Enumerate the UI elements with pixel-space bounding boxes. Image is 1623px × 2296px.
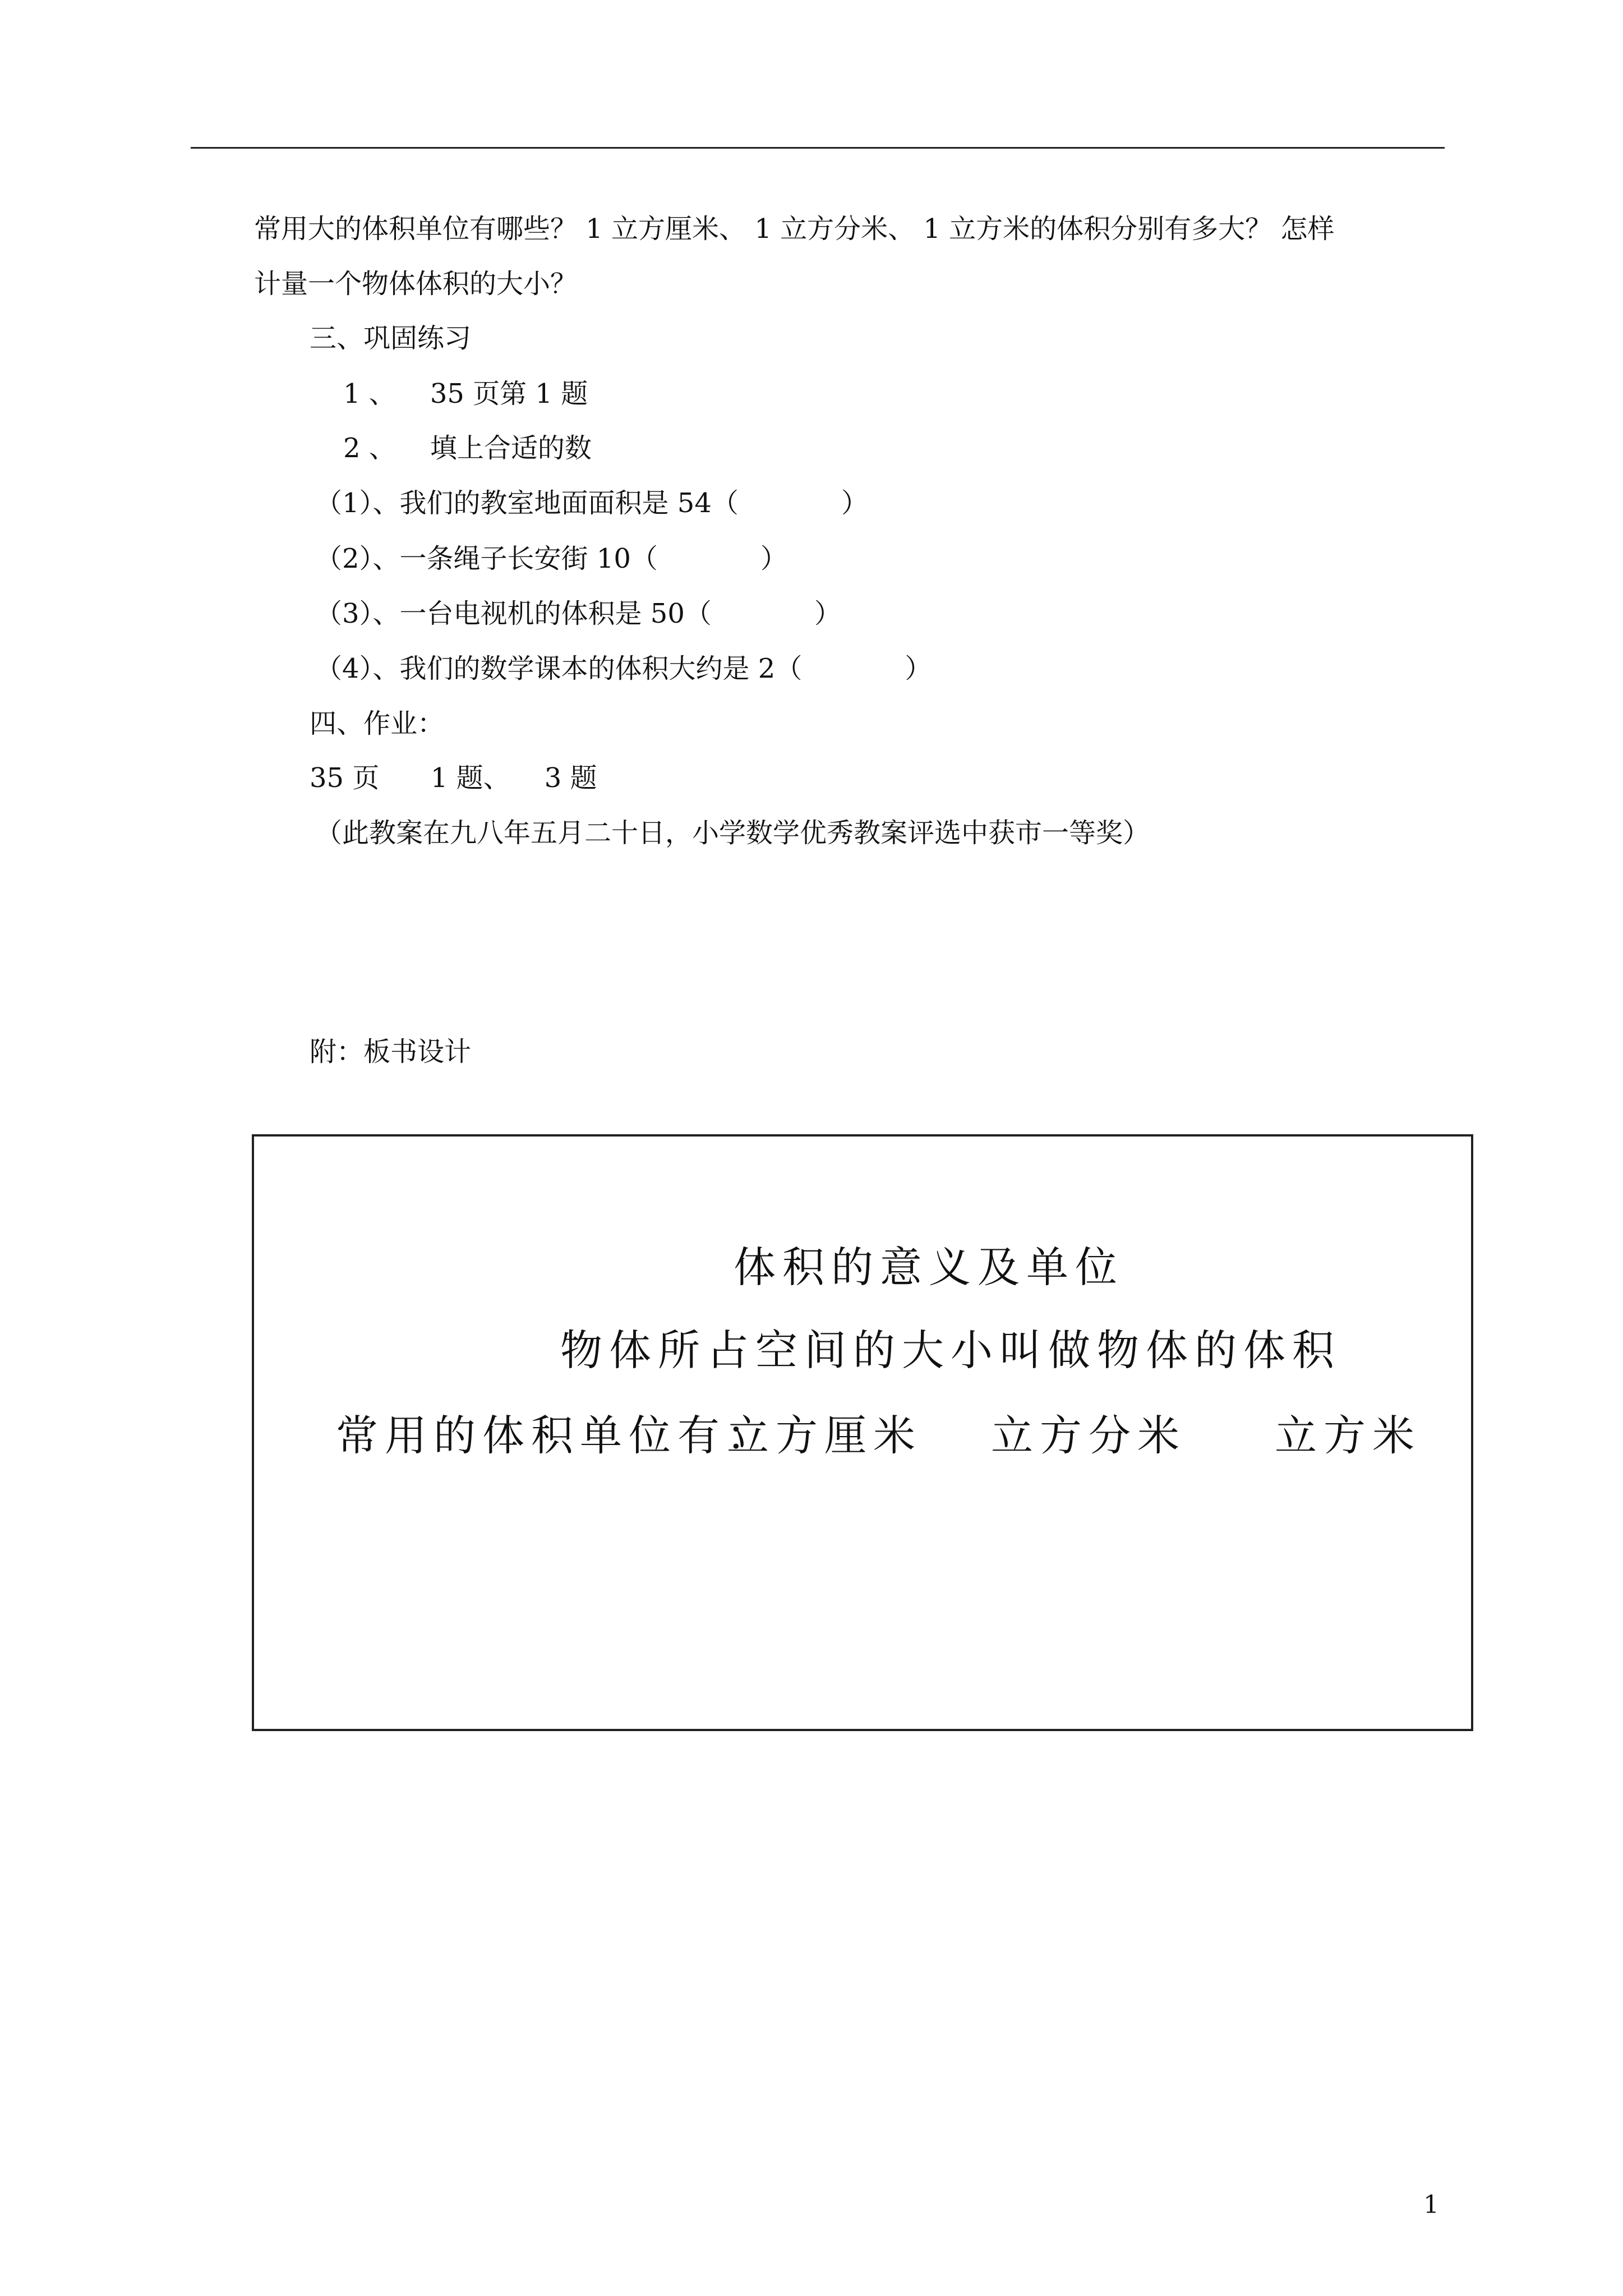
board-title: 体积的意义及单位 bbox=[734, 1243, 1124, 1292]
intro-line-1: 常用大的体积单位有哪些？ 1 立方厘米、 1 立方分米、 1 立方米的体积分别有多大？ 怎样 bbox=[254, 213, 1335, 245]
intro-line-2: 计量一个物体体积的大小？ bbox=[254, 268, 578, 300]
practice-item-2: 2 、 填上合适的数 bbox=[343, 432, 592, 464]
blank-question-1: （1）、我们的教室地面面积是 54（ ） bbox=[315, 487, 868, 519]
blackboard-design-box bbox=[252, 1134, 1473, 1731]
blank-question-4: （4）、我们的数学课本的体积大约是 2（ ） bbox=[315, 653, 932, 684]
blank-question-3: （3）、一台电视机的体积是 50（ ） bbox=[315, 598, 841, 629]
header-rule bbox=[191, 147, 1445, 149]
appendix-label: 附：板书设计 bbox=[310, 1036, 472, 1068]
blank-question-2: （2）、一条绳子长安街 10（ ） bbox=[315, 543, 787, 574]
board-unit-cubic-cm: 立方厘米 bbox=[727, 1411, 923, 1460]
award-note: （此教案在九八年五月二十日，小学数学优秀教案评选中获市一等奖） bbox=[315, 817, 1150, 849]
practice-item-1: 1 、 35 页第 1 题 bbox=[343, 378, 588, 409]
page-number: 1 bbox=[1423, 2191, 1439, 2219]
board-unit-cubic-m: 立方米 bbox=[1275, 1411, 1422, 1460]
board-unit-cubic-dm: 立方分米 bbox=[991, 1411, 1187, 1460]
practice-heading: 三、巩固练习 bbox=[310, 323, 472, 354]
board-definition: 物体所占空间的大小叫做物体的体积 bbox=[560, 1326, 1341, 1375]
board-units-label: 常用的体积单位有： bbox=[336, 1411, 776, 1460]
homework-content: 35 页 1 题、 3 题 bbox=[310, 762, 597, 794]
homework-heading: 四、作业： bbox=[310, 708, 445, 739]
